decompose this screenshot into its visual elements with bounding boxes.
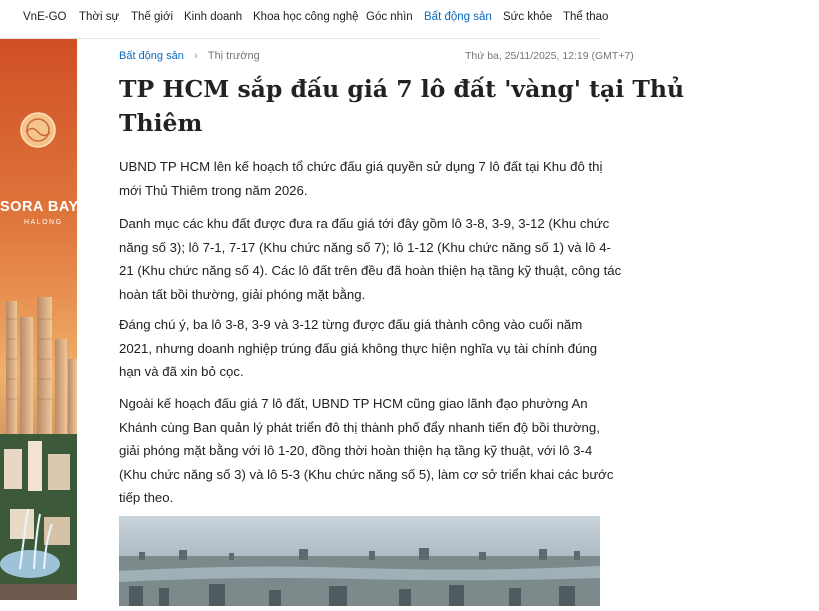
nav-item-khoa-hoc-cong-nghe[interactable]: Khoa học công nghệ — [253, 11, 359, 23]
article-paragraph — [119, 155, 819, 202]
paragraph-line: (Khu chức năng số 3) và lô 5-3 (Khu chức năng số 5), làm cơ sở triển khai các bước — [119, 466, 614, 482]
paragraph-line: giải phóng mặt bằng với lô 1-20, đồng thời hoàn thiện hạ tầng kỹ thuật, với lô 3-4 — [119, 443, 593, 458]
article-paragraph — [119, 392, 819, 510]
nav-item-bat-dong-san[interactable]: Bất động sản — [424, 11, 492, 23]
breadcrumb — [119, 50, 260, 62]
paragraph-line: mới Thủ Thiêm trong năm 2026. — [119, 182, 308, 198]
article-title — [119, 72, 759, 140]
ad-brand-logo: SORA BAY — [0, 199, 79, 215]
paragraph-line: Khánh cùng Ban quản lý phát triển đô thị thành phố đẩy nhanh tiến độ bồi thường, — [119, 419, 600, 435]
paragraph-line: UBND TP HCM lên kế hoạch tổ chức đấu giá quyền sử dụng 7 lô đất tại Khu đô thị — [119, 159, 603, 174]
paragraph-line: Đáng chú ý, ba lô 3-8, 3-9 và 3-12 từng được đấu giá thành công vào cuối năm — [119, 317, 583, 332]
paragraph-line: Ngoài kế hoạch đấu giá 7 lô đất, UBND TP HCM cũng giao lãnh đạo phường An — [119, 396, 588, 411]
aerial-city-image — [119, 516, 600, 606]
article-title-line: TP HCM sắp đấu giá 7 lô đất 'vàng' tại Thủ — [119, 75, 685, 103]
article-paragraph — [119, 212, 819, 306]
paragraph-line: tiếp theo. — [119, 490, 174, 505]
paragraph-line: 2021, nhưng doanh nghiệp trúng đấu giá không thực hiện nghĩa vụ tài chính đúng — [119, 340, 598, 356]
breadcrumb-separator: › — [194, 50, 198, 62]
ad-banner[interactable] — [0, 39, 77, 600]
paragraph-line: năng số 3); lô 7-1, 7-17 (Khu chức năng số 7); lô 1-12 (Khu chức năng số 1) và lô 4- — [119, 239, 611, 255]
paragraph-line: 21 (Khu chức năng số 4). Các lô đất trên đều đã hoàn thiện hạ tầng kỹ thuật, công tác — [119, 263, 622, 278]
article-paragraph — [119, 313, 819, 384]
nav-item-the-gioi[interactable]: Thế giới — [131, 11, 174, 23]
ad-city-illustration — [0, 39, 77, 600]
nav-item-kinh-doanh[interactable]: Kinh doanh — [184, 11, 243, 23]
paragraph-line: hạn và đã xin bỏ cọc. — [119, 364, 244, 379]
article — [119, 38, 685, 600]
article-photo[interactable] — [119, 516, 600, 606]
breadcrumb-subcategory[interactable]: Thị trường — [207, 50, 260, 62]
nav-item-the-thao[interactable]: Thể thao — [563, 11, 609, 23]
breadcrumb-category[interactable]: Bất động sản — [119, 50, 184, 62]
paragraph-line: hoàn tất bồi thường, giải phóng mặt bằng. — [119, 286, 366, 302]
nav-item-vne-go[interactable]: VnE-GO — [23, 11, 67, 23]
nav-item-suc-khoe[interactable]: Sức khỏe — [503, 11, 553, 23]
ad-brand-sub: HALONG — [24, 219, 63, 226]
article-date: Thứ ba, 25/11/2025, 12:19 (GMT+7) — [465, 50, 634, 62]
top-nav — [0, 0, 609, 39]
nav-item-goc-nhin[interactable]: Góc nhìn — [366, 11, 413, 23]
article-title-line: Thiêm — [119, 109, 203, 137]
paragraph-line: Danh mục các khu đất được đưa ra đấu giá tới đây gồm lô 3-8, 3-9, 3-12 (Khu chức — [119, 216, 610, 231]
nav-item-thoi-su[interactable]: Thời sự — [79, 11, 120, 23]
